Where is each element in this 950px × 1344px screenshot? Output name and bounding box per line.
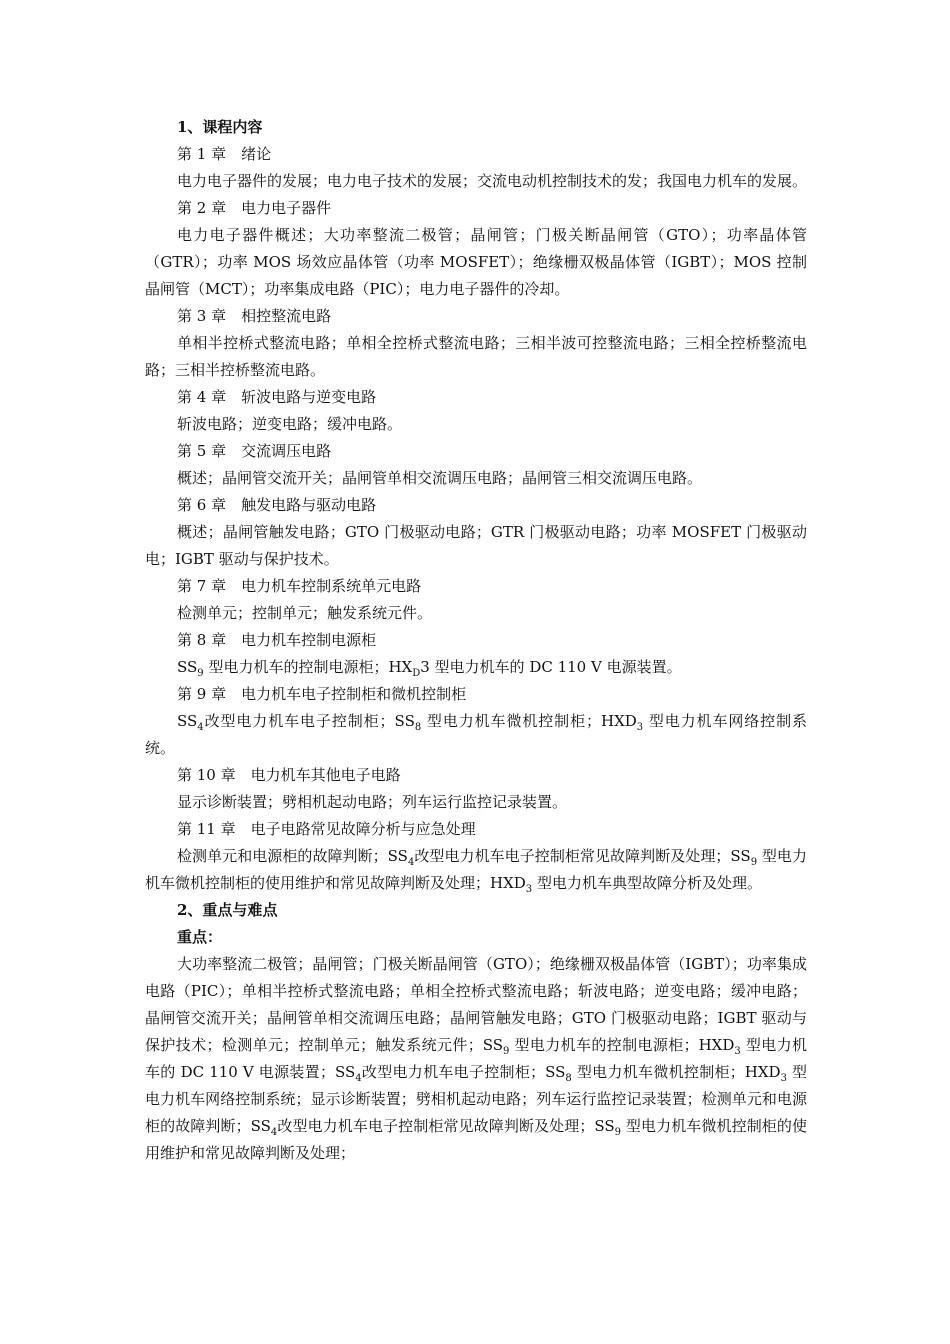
chapter-8-content: $SS_9$ 型电力机车的控制电源柜；$HX_D3$ 型电力机车的 DC 110 V 电源装置。: [177, 658, 682, 679]
chapter-2-content: 电力电子器件概述；大功率整流二极管；晶闸管；门极关断晶闸管（GTO）；功率晶体管（GTR）；功率 MOS 场效应晶体管（功率 MOSFET）；绝缘栅双极晶体管（IGBT）；MOS 控制晶闸管（MCT）；功率集成电路（PIC）；电力电子器件的冷却。: [145, 226, 807, 298]
chapter-11-title: 第 11 章 电子电路常见故障分析与应急处理: [177, 820, 476, 838]
chapter-3-title: 第 3 章 相控整流电路: [177, 307, 332, 325]
chapter-8-title: 第 8 章 电力机车控制电源柜: [177, 631, 377, 649]
chapter-11-content: 检测单元和电源柜的故障判断；$SS_4$改型电力机车电子控制柜常见故障判断及处理；$SS_9$ 型电力机车微机控制柜的使用维护和常见故障判断及处理；$HXD_3$ 型电力机车典型故障分析及处理。: [145, 847, 807, 895]
chapter-4-title: 第 4 章 斩波电路与逆变电路: [177, 388, 377, 406]
chapter-5-content: 概述；晶闸管交流开关；晶闸管单相交流调压电路；晶闸管三相交流调压电路。: [177, 469, 703, 487]
chapter-6-content: 概述；晶闸管触发电路；GTO 门极驱动电路；GTR 门极驱动电路；功率 MOSFET 门极驱动电；IGBT 驱动与保护技术。: [145, 523, 807, 568]
section-heading-course-content: 1、课程内容: [177, 118, 263, 136]
chapter-6-title: 第 6 章 触发电路与驱动电路: [177, 496, 377, 514]
chapter-7-title: 第 7 章 电力机车控制系统单元电路: [177, 577, 422, 595]
chapter-1-content: 电力电子器件的发展；电力电子技术的发展；交流电动机控制技术的发；我国电力机车的发展。: [177, 172, 808, 190]
section-heading-key-points: 2、重点与难点: [177, 901, 278, 919]
chapter-9-title: 第 9 章 电力机车电子控制柜和微机控制柜: [177, 685, 467, 703]
chapter-10-title: 第 10 章 电力机车其他电子电路: [177, 766, 401, 784]
chapter-3-content: 单相半控桥式整流电路；单相全控桥式整流电路；三相半波可控整流电路；三相全控桥整流电路；三相半控桥整流电路。: [145, 334, 807, 379]
chapter-5-title: 第 5 章 交流调压电路: [177, 442, 332, 460]
chapter-10-content: 显示诊断装置；劈相机起动电路；列车运行监控记录装置。: [177, 793, 568, 811]
chapter-2-title: 第 2 章 电力电子器件: [177, 199, 332, 217]
key-points-content: 大功率整流二极管；晶闸管；门极关断晶闸管（GTO）；绝缘栅双极晶体管（IGBT）；功率集成电路（PIC）；单相半控桥式整流电路；单相全控桥式整流电路；斩波电路；逆变电路；缓冲电路；晶闸管交流开关；晶闸管单相交流调压电路；晶闸管触发电路；GTO 门极驱动电路；IGBT 驱动与保护技术；检测单元；控制单元；触发系统元件；$SS_9$ 型电力机车的控制电源柜；$HXD_3$ 型电力机车的 DC 110 V 电源装置；$SS_4$改型电力机车电子控制柜；$SS_8$ 型电力机车微机控制柜；$HXD_3$ 型电力机车网络控制系统；显示诊断装置；劈相机起动电路；列车运行监控记录装置；检测单元和电源柜的故障判断；$SS_4$改型电力机车电子控制柜常见故障判断及处理；$SS_9$ 型电力机车微机控制柜的使用维护和常见故障判断及处理；: [145, 955, 807, 1162]
chapter-4-content: 斩波电路；逆变电路；缓冲电路。: [177, 415, 403, 433]
key-points-label: 重点：: [177, 928, 223, 946]
chapter-9-content: $SS_4$改型电力机车电子控制柜；$SS_8$ 型电力机车微机控制柜；$HXD_3$ 型电力机车网络控制系统。: [145, 712, 807, 757]
chapter-7-content: 检测单元；控制单元；触发系统元件。: [177, 604, 433, 622]
chapter-1-title: 第 1 章 绪论: [177, 145, 272, 163]
document-page: [145, 114, 807, 1167]
